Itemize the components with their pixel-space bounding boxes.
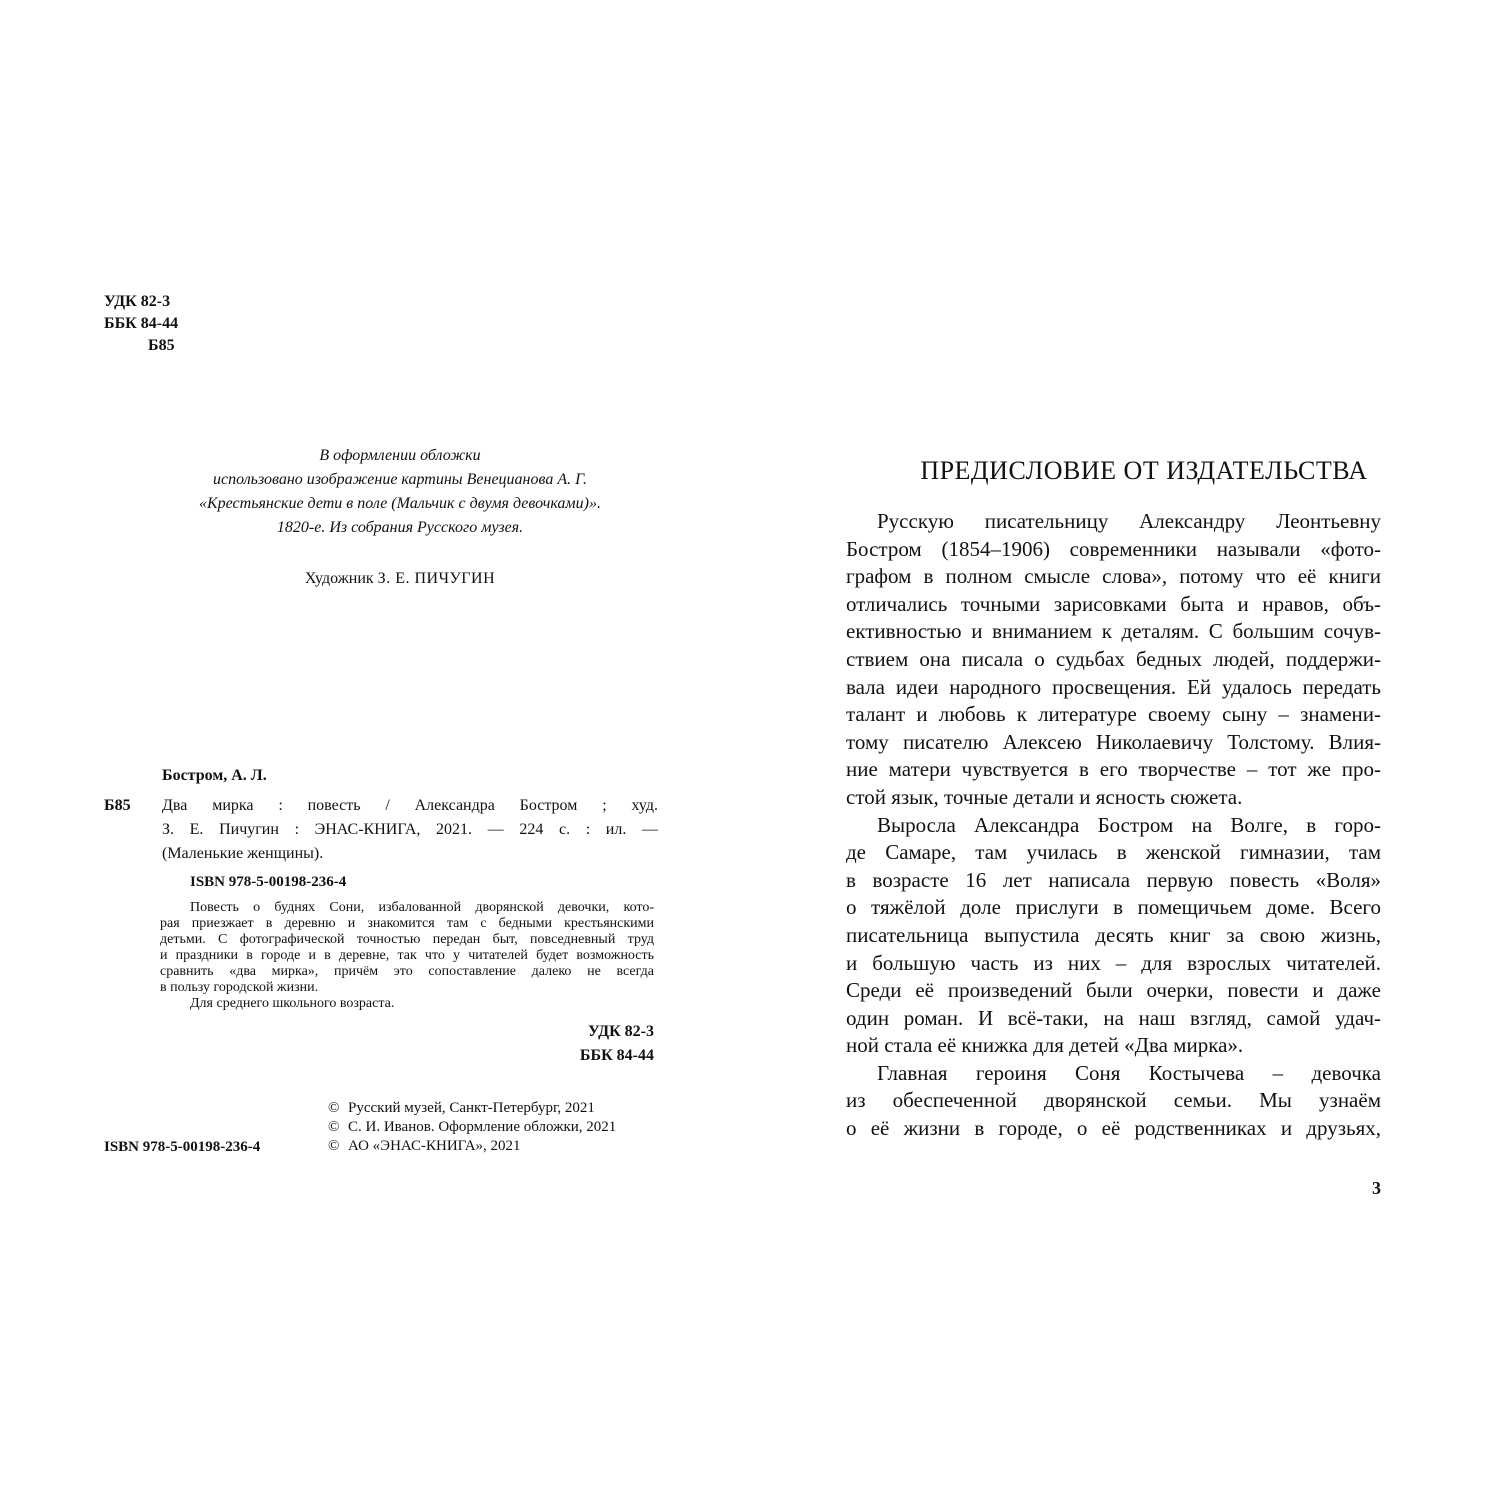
body-line: ние матери чувствуется в его творчестве – тот же про- xyxy=(846,757,1381,782)
copyright-line xyxy=(328,1099,616,1118)
bbk-code: ББК 84-44 xyxy=(579,1047,654,1064)
cover-note-line: В оформлении обложки xyxy=(319,447,481,464)
cover-note-line: 1820-е. Из собрания Русского музея. xyxy=(276,519,524,536)
annotation-line: сравнить «два мирка», причём это сопоставление далеко не всегда xyxy=(160,964,654,979)
body-line: один роман. И всё-таки, на наш взгляд, самой удач- xyxy=(846,1005,1381,1030)
artist-credit xyxy=(140,568,660,590)
author-mark: Б85 xyxy=(148,337,175,354)
copyright-symbol: © xyxy=(328,1100,340,1116)
annotation-line: Повесть о буднях Сони, избалованной дворянской девочки, кото- xyxy=(190,900,654,915)
body-line: о её жизни в городе, о её родственниках и друзьях, xyxy=(846,1116,1381,1141)
cover-note-line: использовано изображение картины Венецианова А. Г. xyxy=(212,471,587,488)
body-line: в возрасте 16 лет написала первую повесть «Воля» xyxy=(846,867,1381,892)
copyright-text: С. И. Иванов. Оформление обложки, 2021 xyxy=(348,1119,617,1135)
annotation-line: детьми. С фотографической точностью передан быт, повседневный труд xyxy=(160,932,654,947)
body-line: Выросла Александра Бостром на Волге, в горо- xyxy=(877,812,1381,837)
annotation xyxy=(160,900,654,1012)
body-line: ствием она писала о судьбах бедных людей, поддержи- xyxy=(846,646,1381,671)
isbn: ISBN 978-5-00198-236-4 xyxy=(104,1139,261,1155)
body-line: Среди её произведений были очерки, повести и даже xyxy=(846,978,1381,1003)
body-line: стой язык, точные детали и ясность сюжета. xyxy=(846,784,1243,809)
copyright-line xyxy=(328,1118,616,1137)
body-line: писательница выпустила десять книг за свою жизнь, xyxy=(846,922,1381,947)
copyright-text: Русский музей, Санкт-Петербург, 2021 xyxy=(348,1100,595,1116)
preface-title: ПРЕДИСЛОВИЕ ОТ ИЗДАТЕЛЬСТВА xyxy=(920,456,1368,485)
body-line: Русскую писательницу Александру Леонтьевну xyxy=(877,509,1381,533)
classification-codes-top xyxy=(104,291,178,357)
body-line: и большую часть из них – для взрослых читателей. xyxy=(846,950,1381,975)
body-line: талант и любовь к литературе своему сыну – знамени- xyxy=(846,702,1381,727)
body-line: Бостром (1854–1906) современники называли «фото- xyxy=(846,536,1381,561)
cover-note-line: «Крестьянские дети в поле (Мальчик с двумя девочками)». xyxy=(199,495,601,512)
body-line: из обеспеченной дворянской семьи. Мы узнаём xyxy=(846,1088,1381,1113)
page-number: 3 xyxy=(1372,1178,1381,1198)
record-description xyxy=(162,794,658,866)
copyright-text: АО «ЭНАС-КНИГА», 2021 xyxy=(348,1138,521,1154)
annotation-line: и праздники в городе и в деревне, так что у читателей будет возможность xyxy=(160,948,654,963)
body-line: Главная героиня Соня Костычева – девочка xyxy=(877,1060,1381,1085)
udc-code: УДК 82-3 xyxy=(587,1023,654,1040)
body-line: вала идеи народного просвещения. Ей удалось передать xyxy=(846,674,1381,699)
cover-credit-note xyxy=(140,444,660,540)
copyright-symbol: © xyxy=(328,1138,340,1154)
body-line: ективностью и вниманием к деталям. С большим сочув- xyxy=(846,619,1381,644)
body-line: тому писателю Алексею Николаевичу Толстому. Влия- xyxy=(846,729,1381,754)
record-line: Два мирка : повесть / Александра Бостром ; худ. xyxy=(162,797,658,814)
record-author: Бостром, А. Л. xyxy=(162,767,267,784)
body-line: отличались точными зарисовками быта и нравов, объ- xyxy=(846,591,1381,616)
copyright-line xyxy=(328,1137,616,1156)
classification-codes-bottom xyxy=(540,1020,654,1068)
record-line: З. Е. Пичугин : ЭНАС-КНИГА, 2021. — 224 с. : ил. — xyxy=(162,821,658,838)
body-line: де Самаре, там училась в женской гимназии, там xyxy=(846,840,1381,865)
copyright-block xyxy=(328,1099,616,1156)
annotation-line: в пользу городской жизни. xyxy=(160,980,319,995)
age-note: Для среднего школьного возраста. xyxy=(190,996,395,1011)
record-author-mark: Б85 xyxy=(104,797,131,814)
preface-body xyxy=(846,508,1381,1143)
body-line: ной стала её книжка для детей «Два мирка». xyxy=(846,1033,1244,1058)
artist-name: З. Е. ПИЧУГИН xyxy=(377,570,496,587)
bbk-code: ББК 84-44 xyxy=(104,315,179,332)
copyright-symbol: © xyxy=(328,1119,340,1135)
preface-page xyxy=(750,0,1500,1500)
body-line: о тяжёлой доле прислуги в помещичьем доме. Всего xyxy=(846,895,1381,920)
record-line: (Маленькие женщины). xyxy=(162,845,324,862)
body-line: графом в полном смысле слова», потому что её книги xyxy=(846,564,1381,589)
artist-label: Художник xyxy=(304,570,374,587)
isbn-record: ISBN 978-5-00198-236-4 xyxy=(190,874,347,890)
annotation-line: рая приезжает в деревню и знакомится там с бедными крестьянскими xyxy=(160,916,654,931)
udc-code: УДК 82-3 xyxy=(104,293,171,310)
